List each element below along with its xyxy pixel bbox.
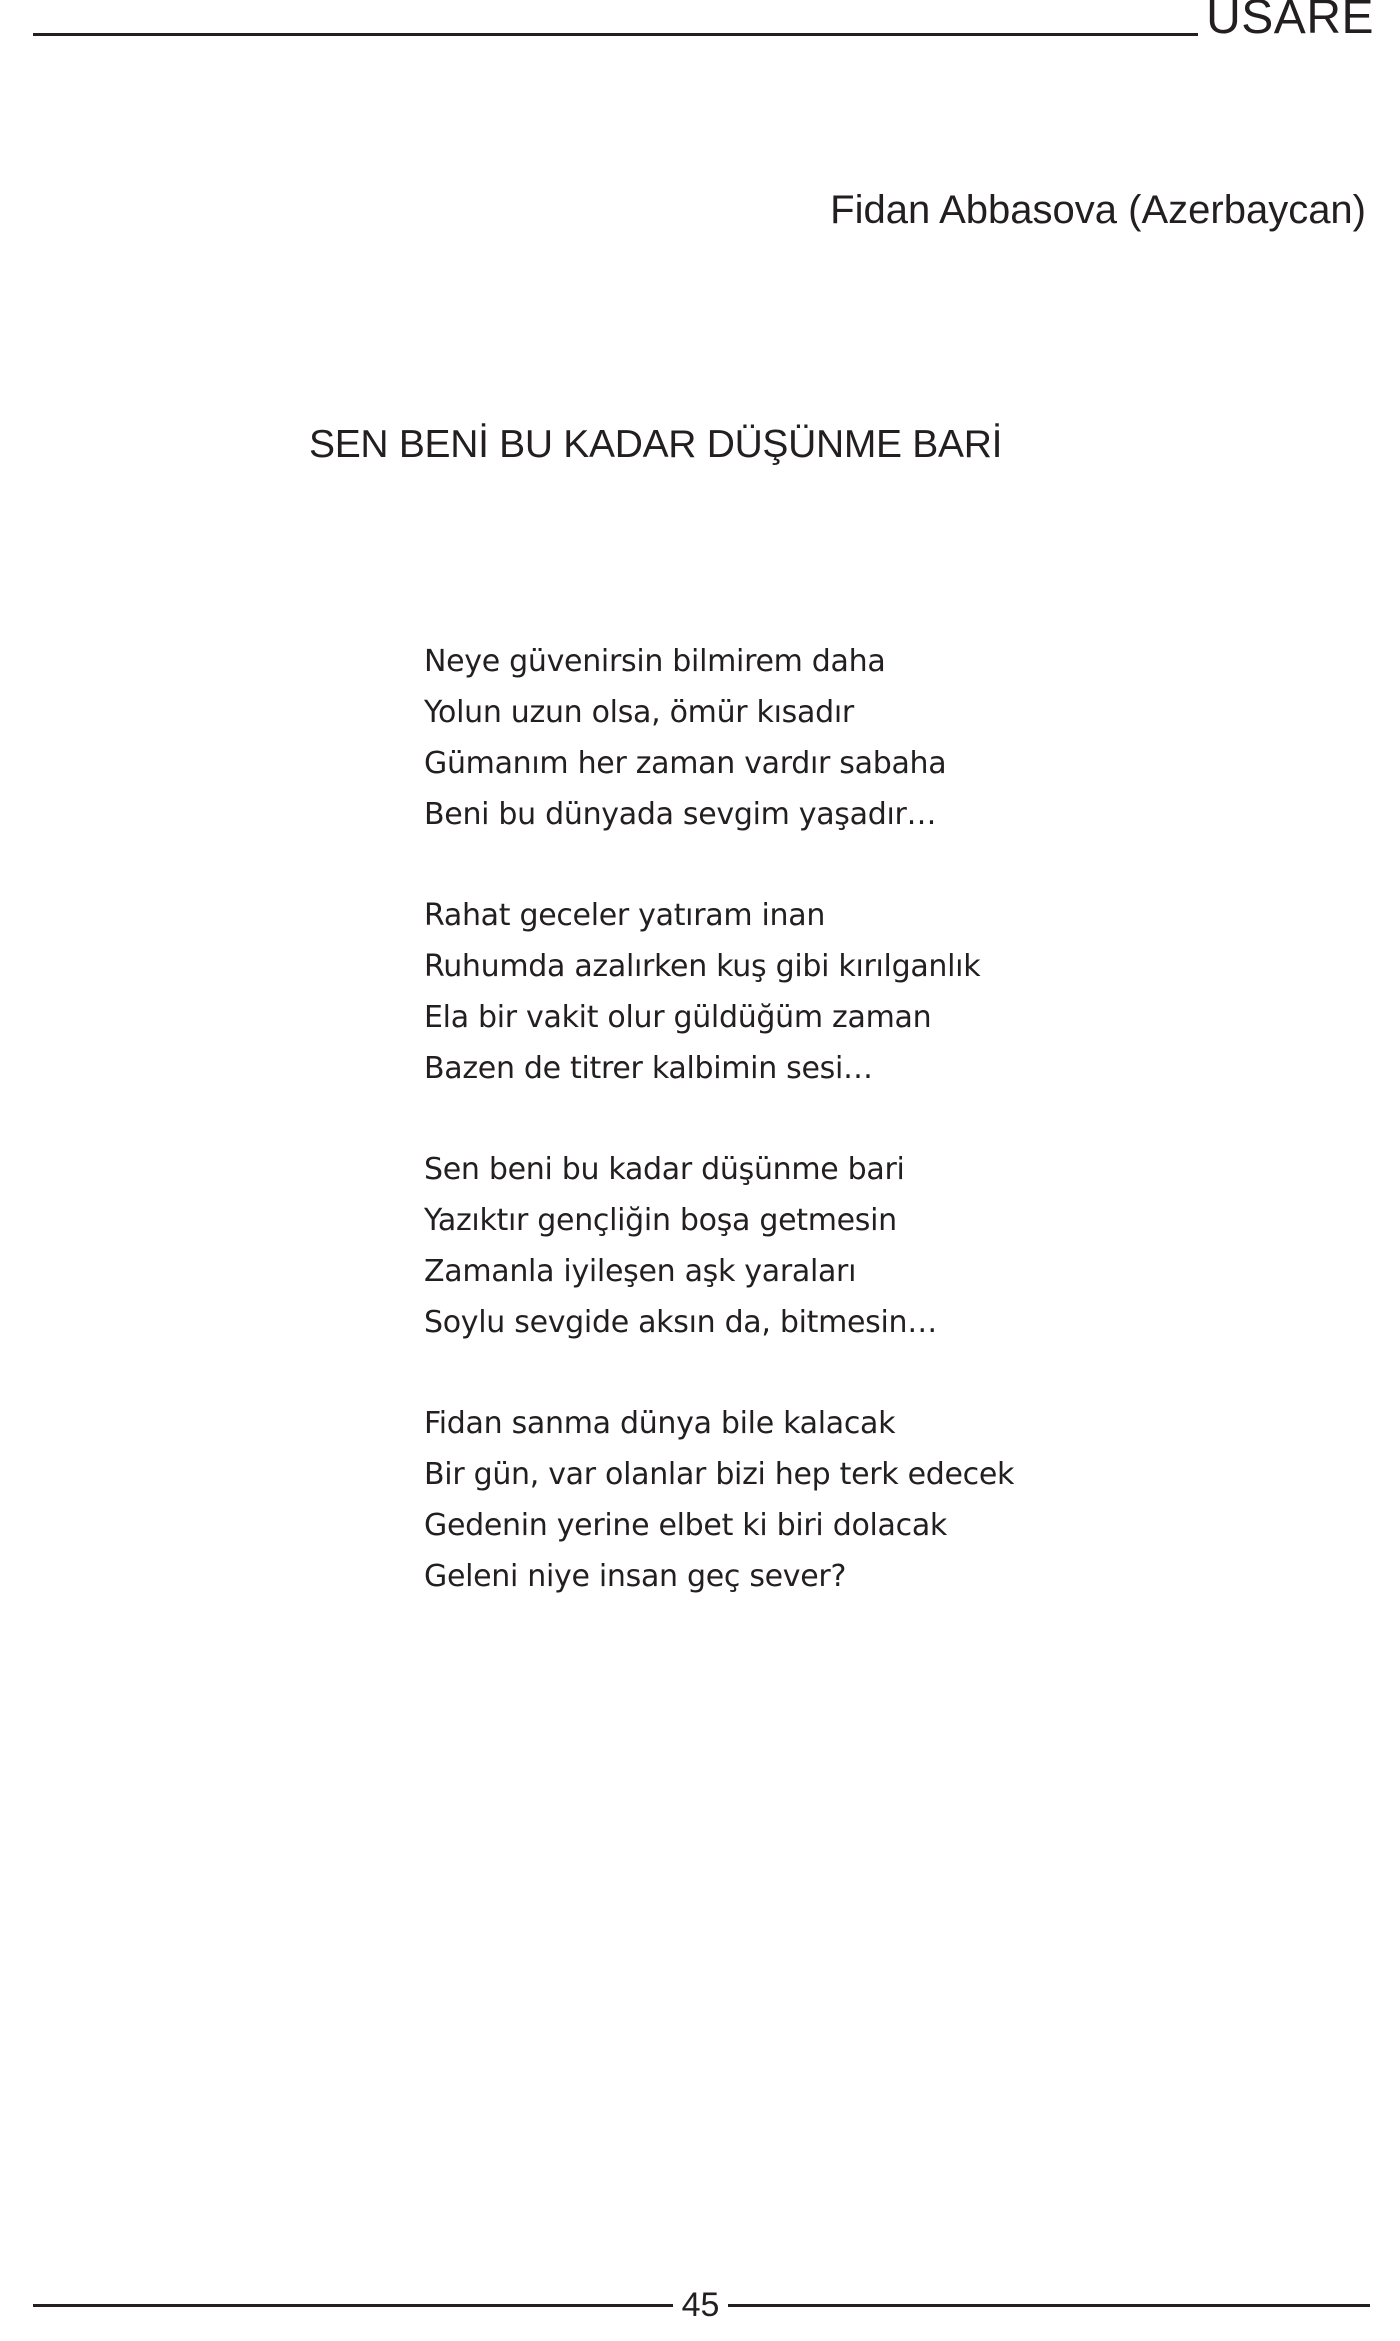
poem-body [424,636,1124,1652]
poem-line: Rahat geceler yatıram inan [424,898,826,933]
poem-line: Bazen de titrer kalbimin sesi… [424,1051,873,1086]
poem-line: Bir gün, var olanlar bizi hep terk edecek [424,1457,1015,1492]
poem-line: Zamanla iyileşen aşk yaraları [424,1254,857,1289]
journal-name: USARE [1206,0,1374,44]
poem-line: Sen beni bu kadar düşünme bari [424,1152,905,1187]
footer-rule-right [728,2304,1370,2307]
poem-line: Yolun uzun olsa, ömür kısadır [424,695,854,730]
stanza-4 [424,1398,1124,1602]
page-number: 45 [681,2286,720,2324]
footer-rule-left [33,2304,673,2307]
stanza-3 [424,1144,1124,1348]
stanza-2 [424,890,1124,1094]
poem-line: Ela bir vakit olur güldüğüm zaman [424,1000,932,1035]
poem-line: Gedenin yerine elbet ki biri dolacak [424,1508,947,1543]
poem-line: Ruhumda azalırken kuş gibi kırılganlık [424,949,981,984]
poem-line: Fidan sanma dünya bile kalacak [424,1406,896,1441]
poem-line: Soylu sevgide aksın da, bitmesin… [424,1305,937,1340]
poem-line: Beni bu dünyada sevgim yaşadır… [424,797,937,832]
poem-line: Neye güvenirsin bilmirem daha [424,644,886,679]
poem-line: Gümanım her zaman vardır sabaha [424,746,947,781]
poem-title: SEN BENİ BU KADAR DÜŞÜNME BARİ [309,423,1003,466]
header-rule [33,33,1198,36]
poem-line: Geleni niye insan geç sever? [424,1559,847,1594]
stanza-1 [424,636,1124,840]
author-name: Fidan Abbasova (Azerbaycan) [830,188,1366,232]
poem-line: Yazıktır gençliğin boşa getmesin [424,1203,897,1238]
